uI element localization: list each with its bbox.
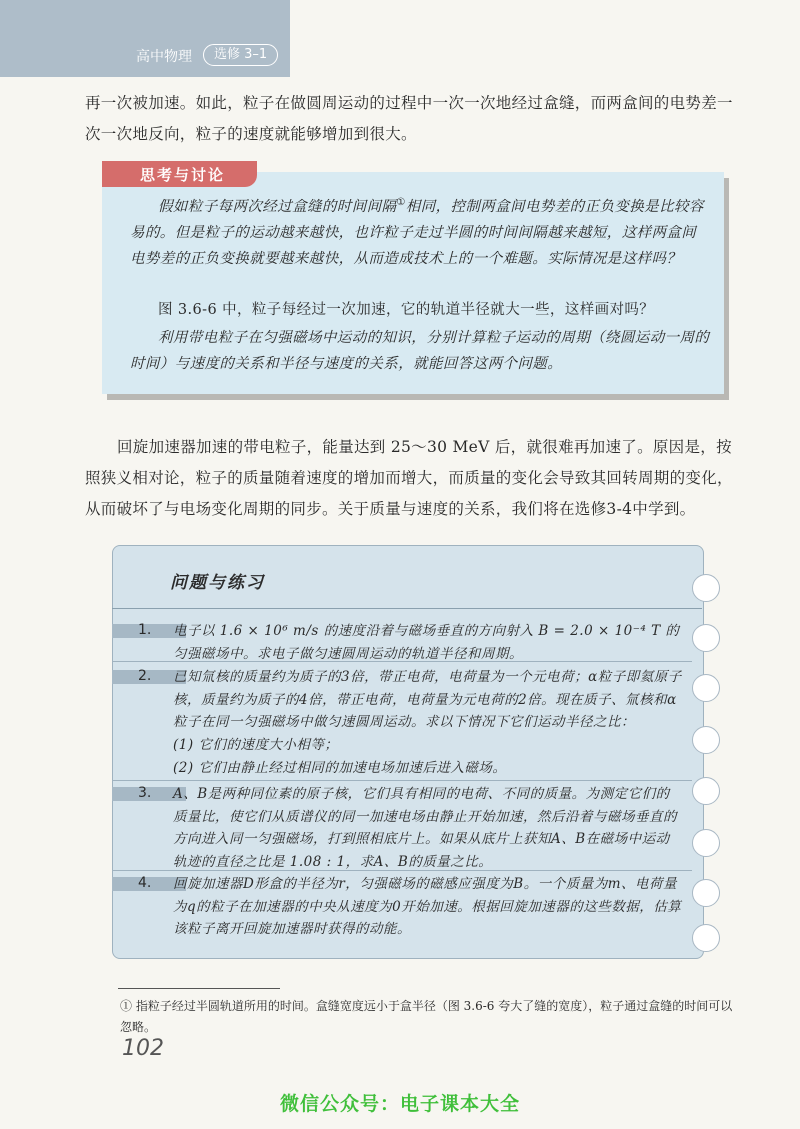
think-p1-after: 相同，控制两盒间电势差的正负变换是比较容易的。但是粒子的运动越来越快，也许粒子走过半圆的时间间隔越来越短，这样两盒间电势差的正负变换就要越来越快，从而造成技术上的一个难题。实际情况是这样吗？: [130, 198, 704, 267]
think-p2-text: 图 3.6-6 中，粒子每经过一次加速，它的轨道半径就大一些，这样画对吗？: [158, 302, 655, 318]
footnote-divider: [118, 988, 280, 989]
exercise-text-1: 电子以 1.6 × 10⁶ m/s 的速度沿着与磁场垂直的方向射入 B = 2.0 × 10⁻⁴ T 的匀强磁场中。求电子做匀速圆周运动的轨道半径和周期。: [173, 623, 680, 662]
intro-paragraph: 再一次被加速。如此，粒子在做圆周运动的过程中一次一次地经过盒缝，而两盒间的电势差一次一次地反向，粒子的速度就能够增加到很大。: [85, 94, 733, 143]
main-paragraph: [85, 432, 735, 525]
binder-hole: [692, 777, 720, 805]
binder-hole: [692, 879, 720, 907]
think-discuss-title: 思考与讨论: [140, 166, 226, 184]
think-p3-text: 利用带电粒子在匀强磁场中运动的知识，分别计算粒子运动的周期（绕圆运动一周的时间）与速度的关系和半径与速度的关系，就能回答这两个问题。: [130, 330, 710, 372]
think-paragraph-2: [130, 297, 710, 323]
binder-hole: [692, 726, 720, 754]
think-p1-before: 假如粒子每两次经过盒缝的时间间隔: [158, 198, 397, 215]
exercise-title: 问题与练习: [170, 573, 265, 593]
page-number: 102: [122, 1036, 164, 1061]
binder-hole: [692, 924, 720, 952]
binder-hole: [692, 574, 720, 602]
exercise-text-2-sub2: (2) 它们由静止经过相同的加速电场加速后进入磁场。: [173, 760, 507, 776]
exercise-number-4: 4.: [138, 875, 152, 891]
exercise-number-1: 1.: [138, 622, 152, 638]
think-paragraph-3: [130, 325, 710, 377]
volume-badge: 选修 3–1: [203, 44, 278, 66]
exercise-header-divider: [112, 608, 702, 609]
header-bar: [0, 0, 290, 77]
exercise-number-3: 3.: [138, 785, 152, 801]
binder-hole: [692, 624, 720, 652]
book-subject: 高中物理: [136, 49, 192, 65]
footnote-mark: ①: [396, 197, 406, 208]
exercise-text-4: 回旋加速器D形盒的半径为r，匀强磁场的磁感应强度为B。一个质量为m、电荷量为q的粒子在加速器的中央从速度为0开始加速。根据回旋加速器的这些数据，估算该粒子离开回旋加速器时获得的动能。: [173, 876, 682, 937]
footnote: ① 指粒子经过半圆轨道所用的时间。盒缝宽度远小于盒半径（图 3.6-6 夸大了缝的宽度），粒子通过盒缝的时间可以忽略。: [120, 999, 733, 1034]
exercise-text-3: A、B是两种同位素的原子核，它们具有相同的电荷、不同的质量。为测定它们的质量比，使它们从质谱仪的同一加速电场由静止开始加速，然后沿着与磁场垂直的方向进入同一匀强磁场，打到照相底片上。如果从底片上获知A、B在磁场中运动轨迹的直径之比是 1.08 : 1，求A、B的质量之比。: [173, 786, 677, 870]
think-paragraph-1: [130, 190, 710, 272]
binder-holes: [692, 574, 722, 954]
exercise-text-2-sub1: (1) 它们的速度大小相等；: [173, 737, 339, 753]
watermark-text: 微信公众号：电子课本大全: [279, 1093, 520, 1115]
binder-hole: [692, 674, 720, 702]
think-discuss-tab: [102, 161, 257, 187]
main-paragraph-text: 回旋加速器加速的带电粒子，能量达到 25～30 MeV 后，就很难再加速了。原因是，按照狭义相对论，粒子的质量随着速度的增加而增大，而质量的变化会导致其回转周期的变化，从而破坏了与电场变化周期的同步。关于质量与速度的关系，我们将在选修3-4中学到。: [85, 438, 733, 518]
exercise-number-2: 2.: [138, 668, 152, 684]
binder-hole: [692, 829, 720, 857]
exercise-separator-2: [112, 780, 692, 781]
exercise-text-2: 已知氚核的质量约为质子的3倍，带正电荷，电荷量为一个元电荷；α粒子即氦原子核，质量约为质子的4倍，带正电荷，电荷量为元电荷的2倍。现在质子、氚核和α粒子在同一匀强磁场中做匀速圆周运动。求以下情况下它们运动半径之比：: [173, 669, 682, 730]
